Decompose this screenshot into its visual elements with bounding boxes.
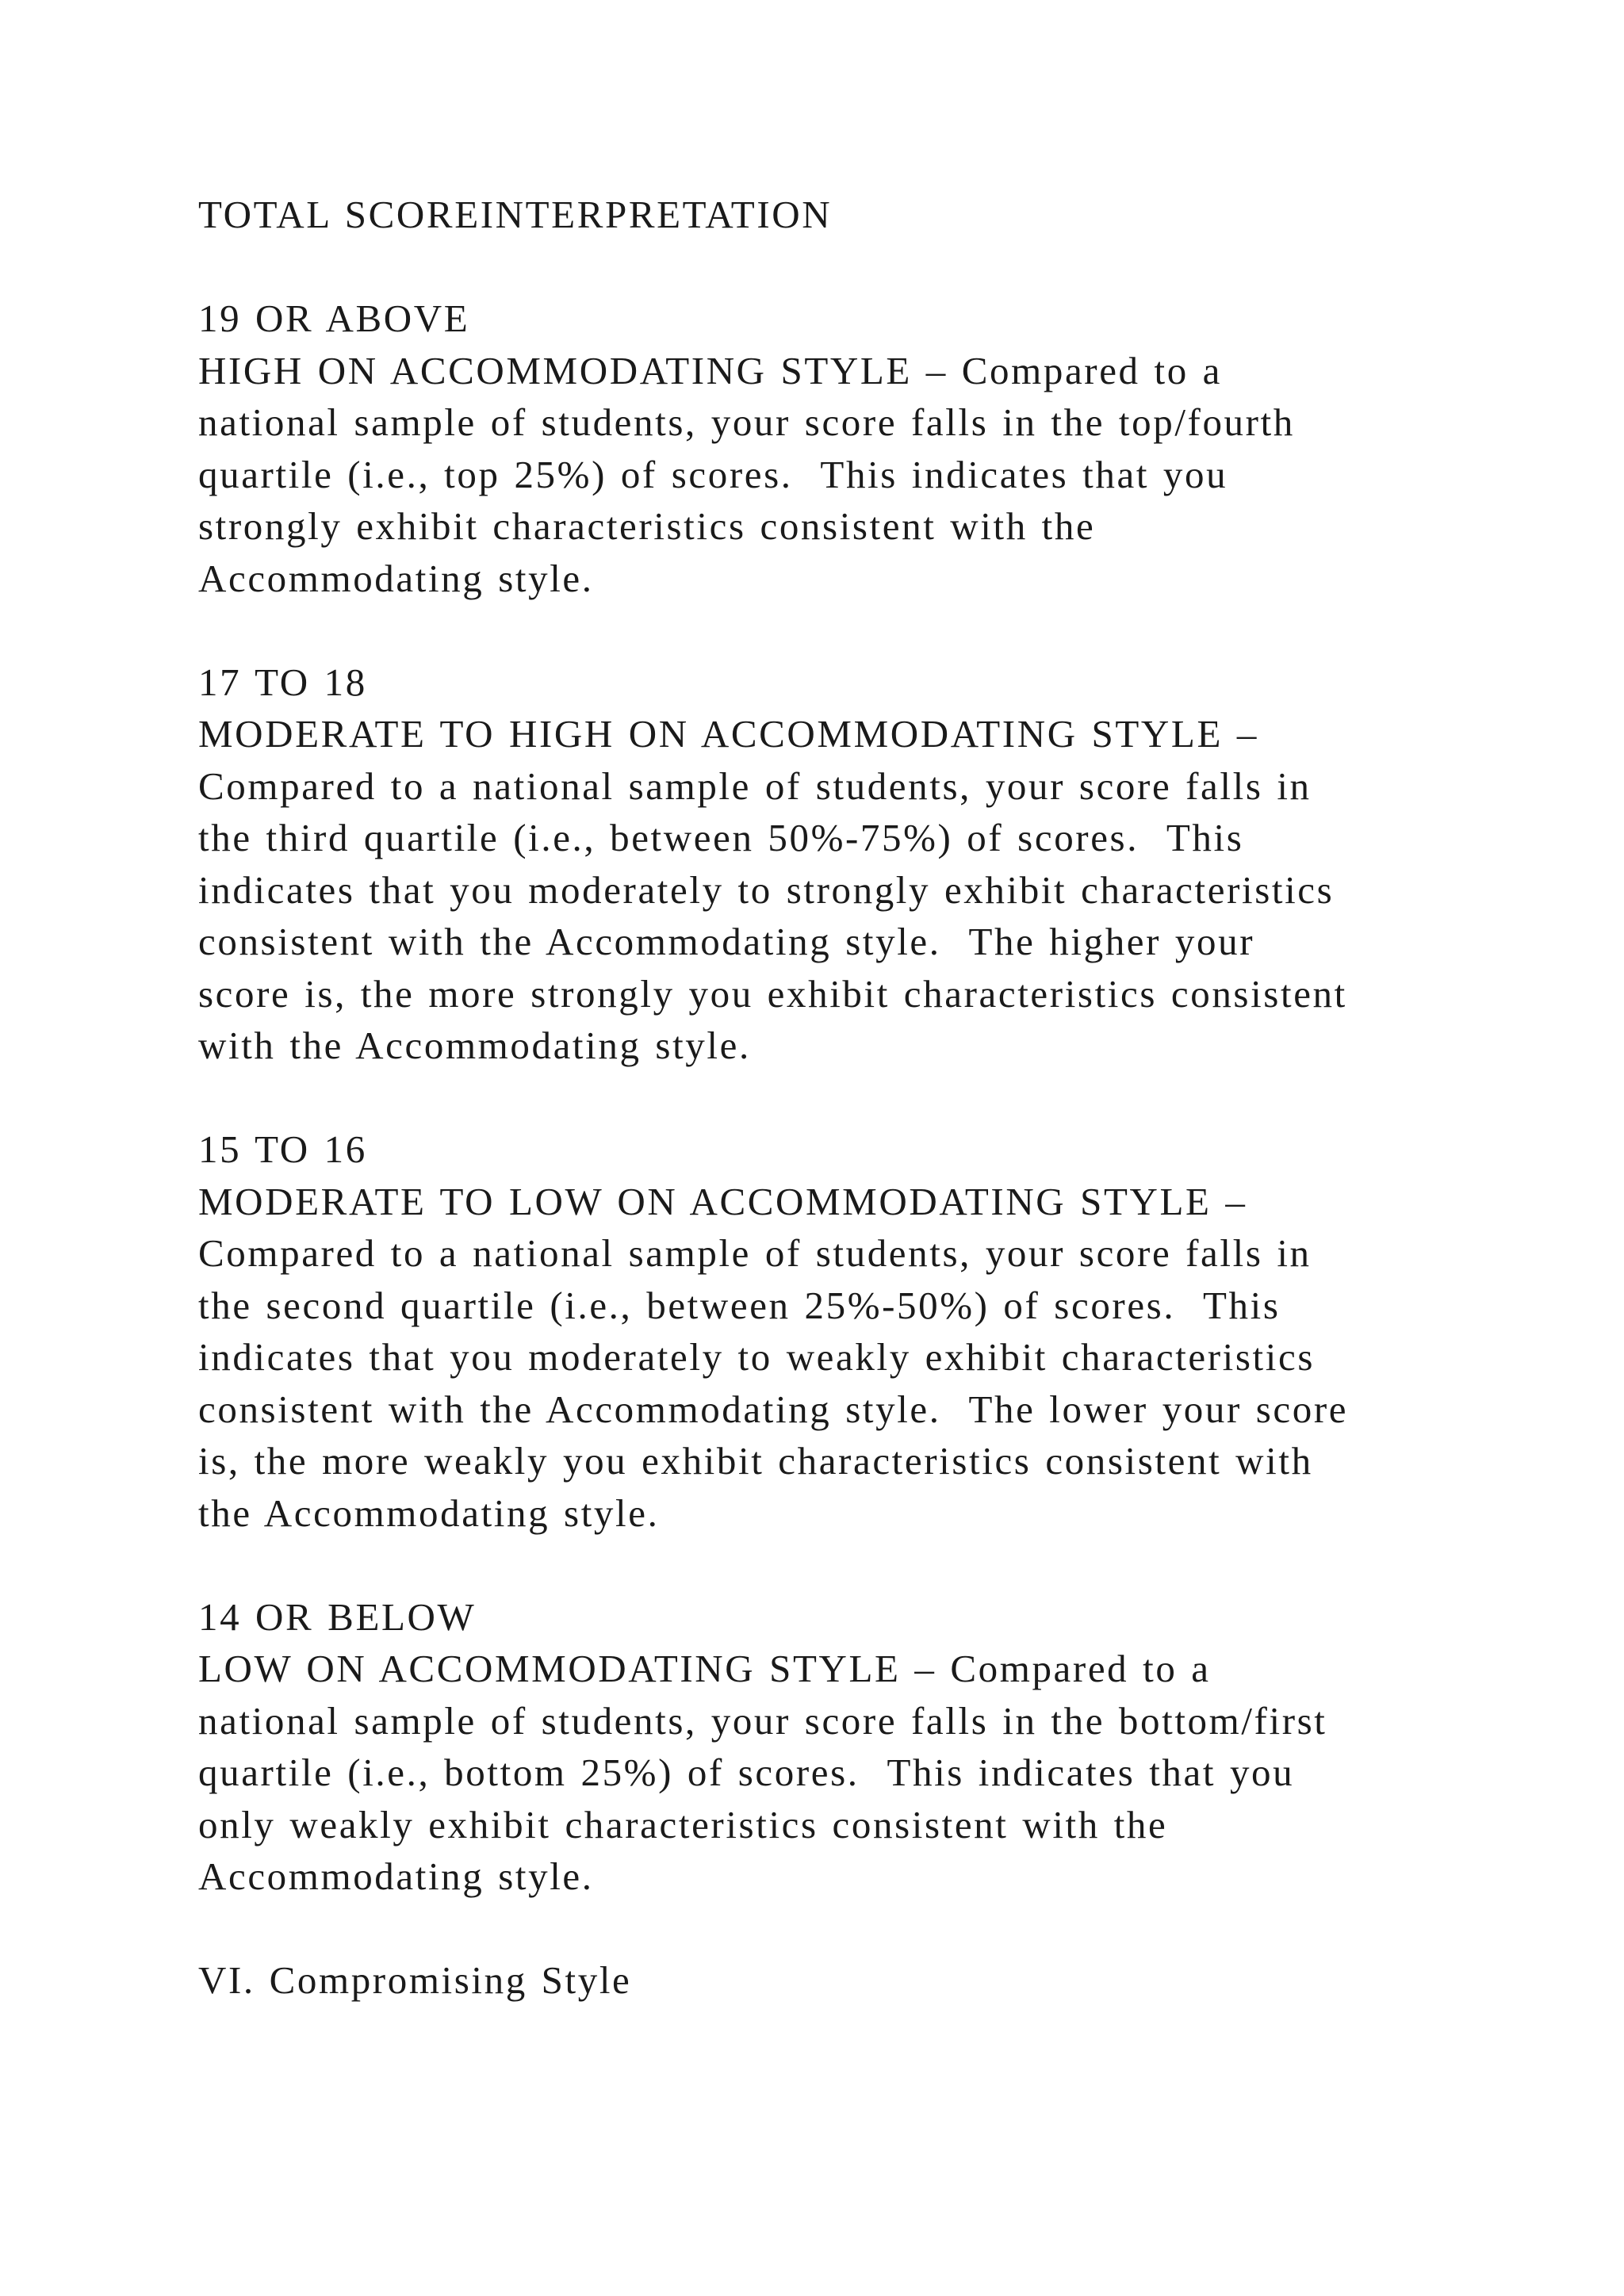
interpretation-line: LOW ON ACCOMMODATING STYLE – Compared to a	[198, 1647, 1211, 1690]
next-section-heading: VI. Compromising Style	[198, 1958, 632, 2002]
interpretation-line: quartile (i.e., top 25%) of scores. This indicates that you	[198, 452, 1228, 496]
score-section-17-to-18	[198, 656, 1483, 1072]
interpretation-line: is, the more weakly you exhibit characteristics consistent with	[198, 1439, 1313, 1483]
interpretation-line: indicates that you moderately to weakly exhibit characteristics	[198, 1335, 1316, 1379]
interpretation-line: strongly exhibit characteristics consistent with the	[198, 504, 1096, 548]
score-section-14-or-below	[198, 1591, 1483, 1903]
paragraph-gap	[198, 1903, 1483, 1955]
interpretation-line: consistent with the Accommodating style. The higher your	[198, 920, 1255, 963]
document-body	[198, 189, 1483, 2007]
interpretation-line: Accommodating style.	[198, 1854, 594, 1898]
interpretation-line: score is, the more strongly you exhibit characteristics consistent	[198, 971, 1347, 1016]
interpretation-line: with the Accommodating style.	[198, 1024, 751, 1067]
interpretation-line: HIGH ON ACCOMMODATING STYLE – Compared to a	[198, 348, 1223, 392]
paragraph-gap	[198, 604, 1483, 656]
interpretation-line: MODERATE TO LOW ON ACCOMMODATING STYLE –	[198, 1179, 1247, 1223]
score-section-19-or-above	[198, 293, 1483, 604]
interpretation-line: the second quartile (i.e., between 25%-50%) of scores. This	[198, 1283, 1281, 1327]
score-range: 15 TO 16	[198, 1127, 367, 1171]
interpretation-line: consistent with the Accommodating style. The lower your score	[198, 1387, 1349, 1431]
interpretation-line: Accommodating style.	[198, 556, 594, 600]
page-heading: TOTAL SCOREINTERPRETATION	[198, 193, 833, 236]
paragraph-gap	[198, 1072, 1483, 1124]
interpretation-line: indicates that you moderately to strongly exhibit characteristics	[198, 867, 1335, 912]
score-range: 19 OR ABOVE	[198, 297, 470, 340]
interpretation-line: only weakly exhibit characteristics consistent with the	[198, 1802, 1168, 1846]
interpretation-line: national sample of students, your score falls in the top/fourth	[198, 400, 1295, 444]
score-range: 14 OR BELOW	[198, 1594, 477, 1639]
interpretation-line: MODERATE TO HIGH ON ACCOMMODATING STYLE –	[198, 712, 1258, 756]
interpretation-line: Compared to a national sample of students, your score falls in	[198, 763, 1312, 808]
interpretation-line: quartile (i.e., bottom 25%) of scores. This indicates that you	[198, 1751, 1295, 1794]
interpretation-line: the third quartile (i.e., between 50%-75%) of scores. This	[198, 816, 1244, 859]
paragraph-gap	[198, 1539, 1483, 1591]
interpretation-line: national sample of students, your score falls in the bottom/first	[198, 1698, 1327, 1743]
score-range: 17 TO 18	[198, 660, 367, 704]
interpretation-line: the Accommodating style.	[198, 1490, 660, 1535]
paragraph-gap	[198, 241, 1483, 293]
interpretation-line: Compared to a national sample of students, your score falls in	[198, 1231, 1312, 1275]
score-section-15-to-16	[198, 1123, 1483, 1539]
